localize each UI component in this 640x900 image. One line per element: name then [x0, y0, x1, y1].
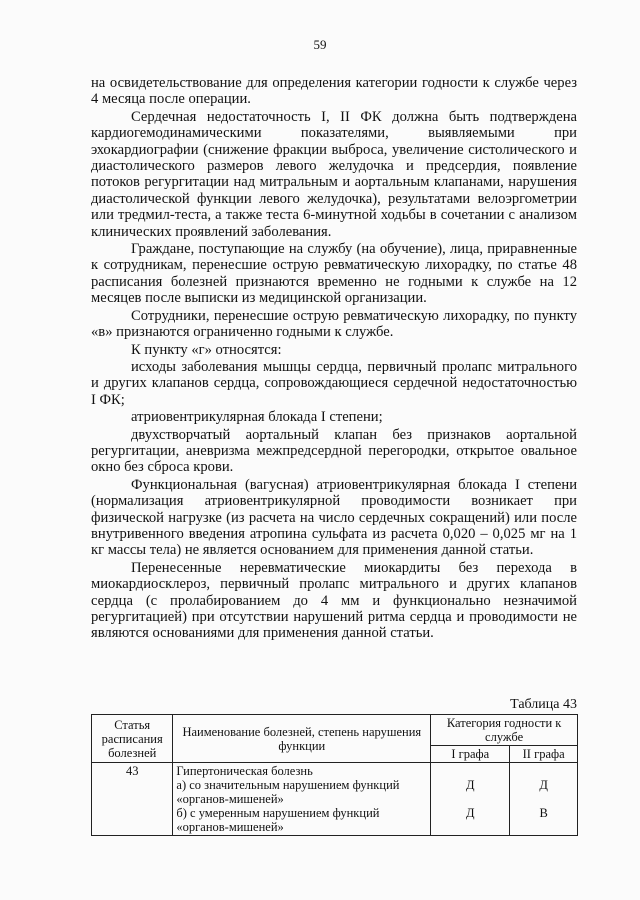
- page-number: 59: [313, 37, 327, 52]
- grade-a-g2: Д: [539, 778, 548, 792]
- header-graph2: II графа: [510, 746, 578, 763]
- body-text: [91, 75, 577, 642]
- disease-item-b: б) с умеренным нарушением функций «органов-мишеней»: [176, 806, 380, 834]
- paragraph: Функциональная (вагусная) атриовентрикулярная блокада I степени (нормализация атриовентрикулярной проводимости возникает при физической нагрузке (из расчета на число сердечных сокращений) или после внутривенного введения атропина сульфата из расчета 0,020 – 0,025 мг на 1 кг массы тела) не является основанием для применения данной статьи.: [91, 476, 577, 559]
- paragraph: двухстворчатый аортальный клапан без признаков аортальной регургитации, аневризма межпредсердной перегородки, открытое овальное окно без сброса крови.: [91, 426, 577, 476]
- disease-table: [91, 714, 578, 836]
- paragraph: Перенесенные неревматические миокардиты без перехода в миокардиосклероз, первичный пролапс митрального и других клапанов сердца (с пролабированием до 4 мм и функционально незначимой регургитацией) при отсутствии нарушений ритма сердца и проводимости не являются основаниями для применения данной статьи.: [91, 559, 577, 642]
- disease-item-a: а) со значительным нарушением функций «органов-мишеней»: [176, 778, 400, 806]
- header-article: Статья расписания болезней: [92, 715, 173, 763]
- grade-b-g1: Д: [466, 806, 475, 820]
- paragraph: исходы заболевания мышцы сердца, первичный пролапс митрального и других клапанов сердца, сопровождающиеся сердечной недостаточностью I ФК;: [91, 358, 577, 408]
- cell-article: 43: [92, 763, 173, 836]
- paragraph: Сердечная недостаточность I, II ФК должна быть подтверждена кардиогемодинамическими показателями, выявляемыми при эхокардиографии (снижение фракции выброса, увеличение систолического и диастолического размеров левого желудочка и предсердия, появление потоков регургитации над митральным и аортальным клапанами, нарушения диастолической функции левого желудочка), результатами велоэргометрии или тредмил-теста, а также теста 6-минутной ходьбы в сочетании с анализом клинических проявлений заболевания.: [91, 108, 577, 240]
- grade-b-g2: В: [539, 806, 548, 820]
- table-caption: Таблица 43: [510, 697, 577, 712]
- header-name: Наименование болезней, степень нарушения функции: [173, 715, 431, 763]
- grade-a-g1: Д: [466, 778, 475, 792]
- cell-graph2: [510, 763, 578, 836]
- paragraph: на освидетельствование для определения категории годности к службе через 4 месяца после операции.: [91, 75, 577, 108]
- paragraph: К пункту «г» относятся:: [131, 341, 282, 358]
- header-graph1: I графа: [431, 746, 510, 763]
- paragraph: Граждане, поступающие на службу (на обучение), лица, приравненные к сотрудникам, перенесшие острую ревматическую лихорадку, по статье 48 расписания болезней признаются временно не годными к службе на 12 месяцев после выписки из медицинской организации.: [91, 241, 577, 307]
- disease-title: Гипертоническая болезнь: [176, 764, 313, 778]
- header-category: Категория годности к службе: [431, 715, 578, 746]
- cell-disease: [173, 763, 431, 836]
- cell-graph1: [431, 763, 510, 836]
- paragraph: Сотрудники, перенесшие острую ревматическую лихорадку, по пункту «в» признаются ограниченно годными к службе.: [91, 307, 577, 341]
- paragraph: атриовентрикулярная блокада I степени;: [131, 409, 383, 426]
- table-row: [92, 763, 578, 836]
